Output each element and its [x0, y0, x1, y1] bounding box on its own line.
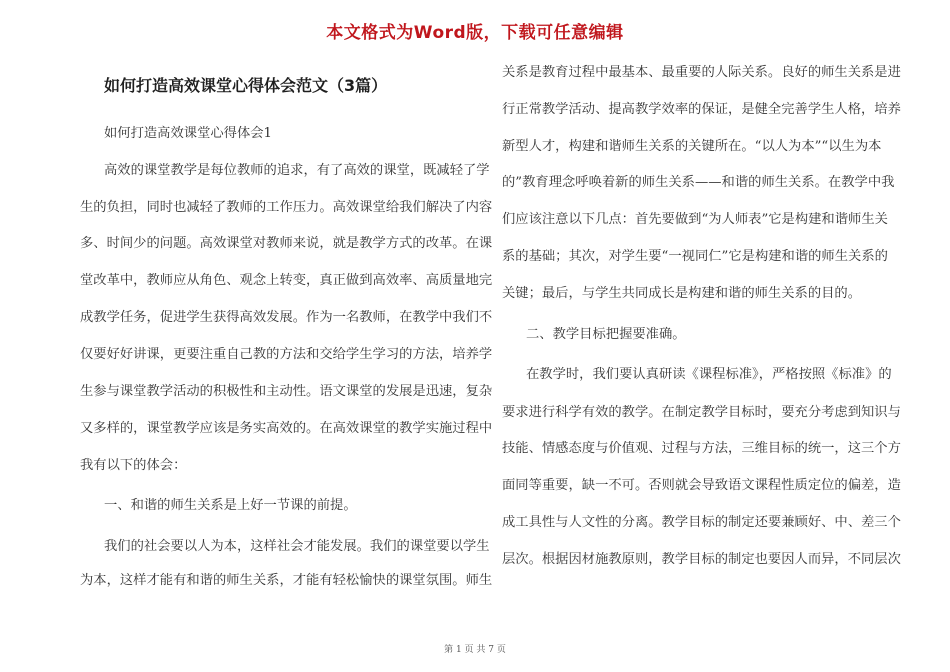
paragraph-line: 技能、情感态度与价值观、过程与方法，三维目标的统一，这三个方	[502, 441, 901, 456]
paragraph-line: 成工具性与人文性的分离。教学目标的制定还要兼顾好、中、差三个	[502, 515, 901, 530]
paragraph-line: 仅要好好讲课，更要注重自己教的方法和交给学生学习的方法，培养学	[80, 347, 493, 362]
paragraph-line: 我们的社会要以人为本，这样社会才能发展。我们的课堂要以学生	[104, 539, 490, 554]
paragraph-line: 成教学任务，促进学生获得高效发展。作为一名教师，在教学中我们不	[80, 310, 493, 325]
subsection-heading: 一、和谐的师生关系是上好一节课的前提。	[104, 498, 357, 513]
paragraph-line: 堂改革中，教师应从角色、观念上转变，真正做到高效率、高质量地完	[80, 273, 493, 288]
paragraph-line: 生参与课堂教学活动的积极性和主动性。语文课堂的发展是迅速，复杂	[80, 384, 493, 399]
paragraph-line: 多、时间少的问题。高效课堂对教师来说，就是教学方式的改革。在课	[80, 236, 493, 251]
document-title: 如何打造高效课堂心得体会范文（3篇）	[104, 76, 388, 95]
subsection-heading: 二、教学目标把握要准确。	[526, 327, 686, 342]
paragraph-line: 层次。根据因材施教原则，教学目标的制定也要因人而异，不同层次	[502, 552, 901, 567]
paragraph-line: 面同等重要，缺一不可。否则就会导致语文课程性质定位的偏差，造	[502, 478, 901, 493]
paragraph-line: 的”教育理念呼唤着新的师生关系——和谐的师生关系。在教学中我	[502, 175, 895, 190]
section-heading: 如何打造高效课堂心得体会1	[104, 126, 273, 141]
download-banner: 本文格式为Word版，下载可任意编辑	[326, 23, 624, 43]
paragraph-line: 关键；最后，与学生共同成长是构建和谐的师生关系的目的。	[502, 286, 862, 301]
paragraph-line: 们应该注意以下几点：首先要做到“为人师表”它是构建和谐师生关	[502, 212, 888, 227]
paragraph-line: 系的基础；其次，对学生要“一视同仁”它是构建和谐的师生关系的	[502, 249, 888, 264]
page-number: 第 1 页 共 7 页	[444, 645, 506, 655]
paragraph-line: 要求进行科学有效的教学。在制定教学目标时，要充分考虑到知识与	[502, 405, 901, 420]
paragraph-line: 新型人才，构建和谐师生关系的关键所在。“以人为本”“以生为本	[502, 139, 882, 154]
paragraph-line: 高效的课堂教学是每位教师的追求，有了高效的课堂，既减轻了学	[104, 163, 490, 178]
paragraph-line: 为本，这样才能有和谐的师生关系，才能有轻松愉快的课堂氛围。师生	[80, 573, 493, 588]
paragraph-line: 在教学时，我们要认真研读《课程标准》，严格按照《标准》的	[526, 367, 892, 382]
paragraph-line: 又多样的，课堂教学应该是务实高效的。在高效课堂的教学实施过程中	[80, 421, 493, 436]
paragraph-line: 行正常教学活动、提高教学效率的保证，是健全完善学生人格，培养	[502, 102, 901, 117]
paragraph-line: 我有以下的体会：	[80, 458, 187, 473]
paragraph-line: 生的负担，同时也减轻了教师的工作压力。高效课堂给我们解决了内容	[80, 200, 493, 215]
paragraph-line: 关系是教育过程中最基本、最重要的人际关系。良好的师生关系是进	[502, 65, 901, 80]
